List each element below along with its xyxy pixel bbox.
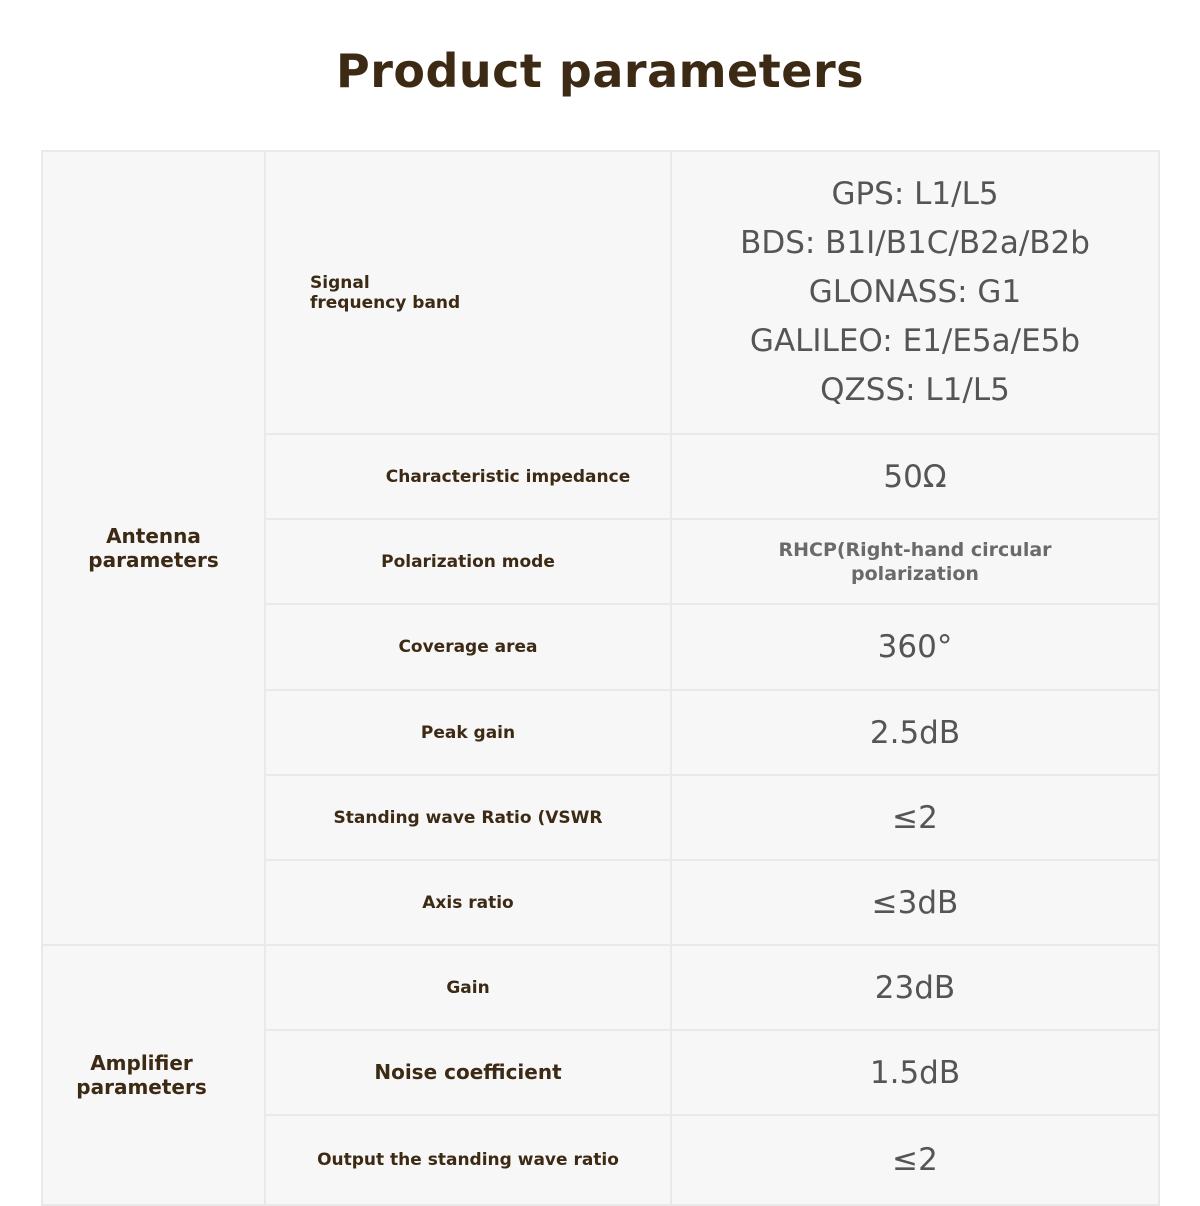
param-label-axis-ratio: Axis ratio [422,892,514,913]
param-label-signal-frequency-band: Signal frequency band [310,272,461,313]
value-cell [671,860,1159,945]
value-cell [671,775,1159,860]
value-galileo: GALILEO: E1/E5a/E5b [749,323,1081,359]
param-cell [265,690,671,775]
value-polarization-mode: RHCP(Right-hand circular polarization [778,538,1052,585]
param-label-standing-wave-ratio: Standing wave Ratio (VSWR [333,807,603,828]
value-gps: GPS: L1/L5 [831,176,999,212]
param-cell [265,775,671,860]
value-cell [671,151,1159,434]
group-cell-amplifier [42,945,265,1205]
group-label-antenna: Antenna parameters [88,524,219,572]
param-cell [265,434,671,519]
value-cell [671,1115,1159,1205]
param-cell [265,1115,671,1205]
value-cell [671,945,1159,1030]
value-bds: BDS: B1I/B1C/B2a/B2b [740,225,1090,261]
param-label-output-standing-wave-ratio: Output the standing wave ratio [317,1150,619,1170]
param-cell [265,604,671,690]
param-label-polarization-mode: Polarization mode [381,551,555,572]
table-row [42,151,1159,434]
value-axis-ratio: ≤3dB [871,884,959,921]
table-row [42,945,1159,1030]
value-cell [671,434,1159,519]
param-cell [265,945,671,1030]
value-noise-coefficient: 1.5dB [869,1054,961,1091]
param-cell [265,151,671,434]
value-qzss: QZSS: L1/L5 [820,372,1010,408]
value-cell [671,604,1159,690]
param-label-noise-coefficient: Noise coefficient [374,1060,562,1084]
value-output-standing-wave-ratio: ≤2 [892,1142,938,1178]
param-cell [265,519,671,604]
param-cell [265,1030,671,1115]
value-cell [671,1030,1159,1115]
value-peak-gain: 2.5dB [869,714,961,751]
value-characteristic-impedance: 50Ω [883,458,947,495]
value-standing-wave-ratio: ≤2 [892,799,938,836]
value-glonass: GLONASS: G1 [808,274,1022,310]
group-cell-antenna [42,151,265,945]
param-label-peak-gain: Peak gain [420,722,516,743]
value-gain: 23dB [874,969,956,1006]
group-label-amplifier: Amplifier parameters [76,1051,207,1099]
param-cell [265,860,671,945]
value-coverage-area: 360° [877,629,953,665]
value-cell [671,690,1159,775]
page-title: Product parameters [335,44,865,98]
value-cell [671,519,1159,604]
param-label-characteristic-impedance: Characteristic impedance [385,466,631,487]
param-label-gain: Gain [446,977,490,998]
param-label-coverage-area: Coverage area [398,637,538,657]
product-parameters-table [41,150,1160,1206]
